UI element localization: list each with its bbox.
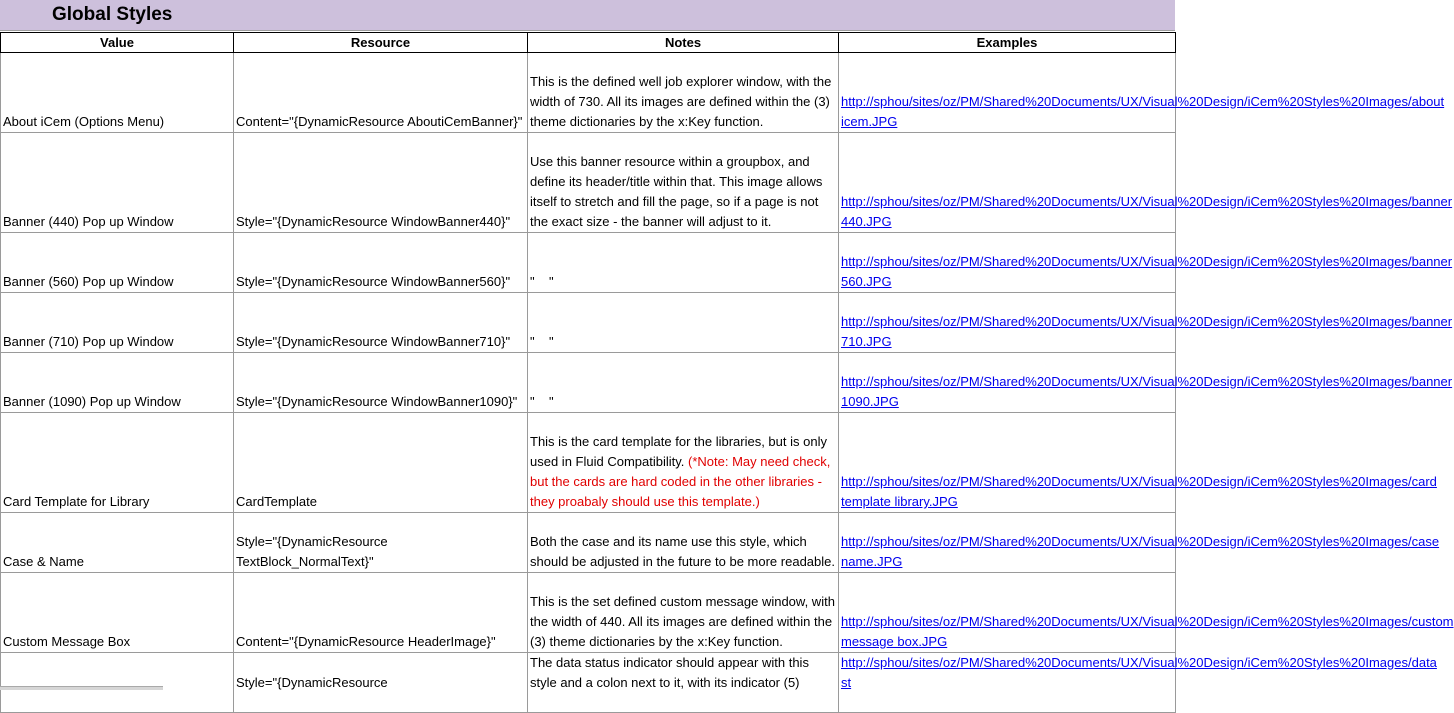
resource-cell[interactable]: Style="{DynamicResource TextBlock_NormalText}" (234, 513, 528, 573)
example-link[interactable]: http://sphou/sites/oz/PM/Shared%20Documents/UX/Visual%20Design/iCem%20Styles%20Images/about icem.JPG (841, 94, 1445, 129)
value-cell[interactable]: Case & Name (1, 513, 234, 573)
example-cell[interactable] (839, 353, 1453, 413)
notes-text: " " (530, 394, 554, 409)
example-cell[interactable] (839, 53, 1445, 133)
example-link[interactable]: http://sphou/sites/oz/PM/Shared%20Documents/UX/Visual%20Design/iCem%20Styles%20Images/case name.JPG (841, 534, 1440, 569)
value-cell[interactable]: Banner (440) Pop up Window (1, 133, 234, 233)
example-cell[interactable] (839, 653, 1437, 713)
notes-text: This is the card template for the libraries, but is only used in Fluid Compatibility. (530, 434, 827, 469)
table-row (1, 413, 1176, 513)
value-cell[interactable]: Custom Message Box (1, 573, 234, 653)
example-cell[interactable] (839, 293, 1453, 353)
resource-cell[interactable]: Content="{DynamicResource AboutiCemBanner}" (234, 53, 528, 133)
example-link[interactable]: http://sphou/sites/oz/PM/Shared%20Documents/UX/Visual%20Design/iCem%20Styles%20Images/data st (841, 655, 1437, 690)
table-row (1, 233, 1176, 293)
column-header-value[interactable]: Value (1, 33, 234, 53)
example-cell[interactable] (839, 573, 1454, 653)
notes-text: This is the set defined custom message window, with the width of 440. All its images are defined within the (3) theme dictionaries by the x:Key function. (530, 594, 835, 649)
notes-cell[interactable] (528, 653, 839, 713)
table-row (1, 573, 1176, 653)
notes-cell[interactable] (528, 513, 839, 573)
example-cell[interactable] (839, 233, 1453, 293)
table-row (1, 353, 1176, 413)
table-row (1, 133, 1176, 233)
example-cell[interactable] (839, 513, 1440, 573)
value-cell[interactable]: Card Template for Library (1, 413, 234, 513)
example-link[interactable]: http://sphou/sites/oz/PM/Shared%20Documents/UX/Visual%20Design/iCem%20Styles%20Images/banner 440.JPG (841, 194, 1453, 229)
notes-cell[interactable] (528, 353, 839, 413)
example-link[interactable]: http://sphou/sites/oz/PM/Shared%20Documents/UX/Visual%20Design/iCem%20Styles%20Images/banner 560.JPG (841, 254, 1453, 289)
column-header-examples[interactable]: Examples (839, 33, 1176, 53)
notes-cell[interactable] (528, 53, 839, 133)
resource-cell[interactable]: Style="{DynamicResource WindowBanner1090}" (234, 353, 528, 413)
value-cell[interactable]: Banner (710) Pop up Window (1, 293, 234, 353)
resource-cell[interactable]: Content="{DynamicResource HeaderImage}" (234, 573, 528, 653)
sheet-title: Global Styles (52, 4, 173, 25)
notes-warning-text: (*Note: May need check, but the cards are hard coded in the other libraries - they proabaly should use this template.) (530, 454, 831, 509)
value-cell[interactable]: Banner (1090) Pop up Window (1, 353, 234, 413)
notes-text: " " (530, 334, 554, 349)
notes-cell[interactable] (528, 293, 839, 353)
value-cell[interactable] (1, 653, 234, 713)
notes-cell[interactable] (528, 413, 839, 513)
notes-cell[interactable] (528, 573, 839, 653)
notes-text: Use this banner resource within a groupbox, and define its header/title within that. This image allows itself to stretch and fill the page, so if a page is not the exact size - the banner will adjust to it. (530, 154, 823, 229)
column-header-notes[interactable]: Notes (528, 33, 839, 53)
styles-table (0, 32, 1454, 713)
notes-text: Both the case and its name use this style, which should be adjusted in the future to be more readable. (530, 534, 835, 569)
example-link[interactable]: http://sphou/sites/oz/PM/Shared%20Documents/UX/Visual%20Design/iCem%20Styles%20Images/card template library.JPG (841, 474, 1437, 509)
horizontal-scrollbar[interactable] (0, 686, 163, 690)
example-link[interactable]: http://sphou/sites/oz/PM/Shared%20Documents/UX/Visual%20Design/iCem%20Styles%20Images/banner 1090.JPG (841, 374, 1453, 409)
notes-cell[interactable] (528, 233, 839, 293)
notes-text: " " (530, 274, 554, 289)
column-header-resource[interactable]: Resource (234, 33, 528, 53)
notes-cell[interactable] (528, 133, 839, 233)
sheet-title-bar (0, 0, 1175, 31)
resource-cell[interactable]: CardTemplate (234, 413, 528, 513)
notes-text: The data status indicator should appear with this style and a colon next to it, with its indicator (5) (530, 655, 809, 690)
value-cell[interactable]: Banner (560) Pop up Window (1, 233, 234, 293)
example-cell[interactable] (839, 133, 1453, 233)
example-link[interactable]: http://sphou/sites/oz/PM/Shared%20Documents/UX/Visual%20Design/iCem%20Styles%20Images/banner 710.JPG (841, 314, 1453, 349)
table-row (1, 293, 1176, 353)
notes-text: This is the defined well job explorer window, with the width of 730. All its images are defined within the (3) theme dictionaries by the x:Key function. (530, 74, 832, 129)
table-row (1, 53, 1176, 133)
table-row (1, 513, 1176, 573)
example-link[interactable]: http://sphou/sites/oz/PM/Shared%20Documents/UX/Visual%20Design/iCem%20Styles%20Images/custom message box.JPG (841, 614, 1454, 649)
header-row (1, 33, 1176, 53)
resource-cell[interactable]: Style="{DynamicResource WindowBanner440}" (234, 133, 528, 233)
value-cell[interactable]: About iCem (Options Menu) (1, 53, 234, 133)
resource-cell[interactable]: Style="{DynamicResource (234, 653, 528, 713)
table-row (1, 653, 1176, 713)
resource-cell[interactable]: Style="{DynamicResource WindowBanner710}" (234, 293, 528, 353)
example-cell[interactable] (839, 413, 1437, 513)
resource-cell[interactable]: Style="{DynamicResource WindowBanner560}" (234, 233, 528, 293)
